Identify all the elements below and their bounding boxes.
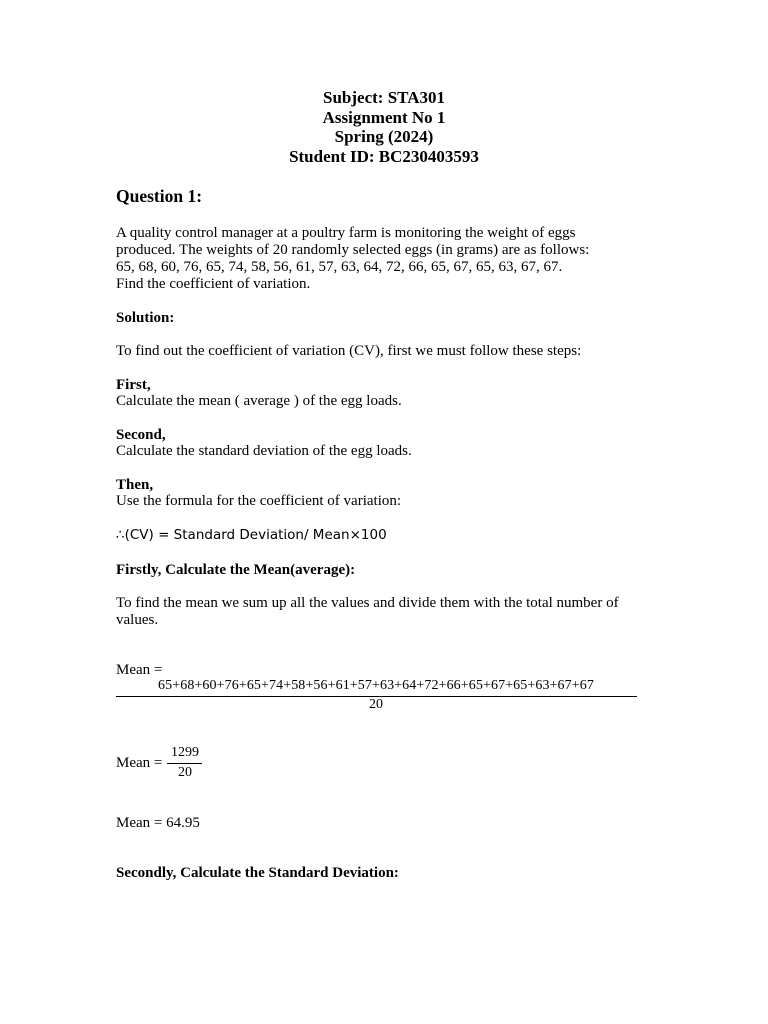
- step-first-text: Calculate the mean ( average ) of the egg loads.: [116, 393, 402, 409]
- mean-label-2: Mean =: [116, 755, 163, 771]
- term-line: Spring (2024): [334, 127, 434, 146]
- step-then-text: Use the formula for the coefficient of variation:: [116, 493, 402, 509]
- mean-label: Mean =: [116, 662, 163, 678]
- question-text-line-2: produced. The weights of 20 randomly selected eggs (in grams) are as follows:: [116, 242, 590, 258]
- step-second-label: Second,: [116, 427, 166, 443]
- step1-heading: Firstly, Calculate the Mean(average):: [116, 562, 356, 578]
- student-id-line: Student ID: BC230403593: [289, 146, 479, 166]
- mean-total-denominator: 20: [178, 765, 192, 780]
- mean-result: Mean = 64.95: [116, 815, 200, 831]
- document-header: [0, 88, 768, 166]
- mean-sum-numerator: 65+68+60+76+65+74+58+56+61+57+63+64+72+66+65+67+65+63+67+67: [158, 678, 594, 693]
- question-title: Question 1:: [116, 186, 203, 206]
- cv-formula: ∴(CV) = Standard Deviation/ Mean×100: [116, 527, 387, 543]
- question-text-line-4: Find the coefficient of variation.: [116, 276, 311, 292]
- solution-heading: Solution:: [116, 310, 175, 326]
- question-text-line-1: A quality control manager at a poultry farm is monitoring the weight of eggs: [116, 225, 576, 241]
- step-second-text: Calculate the standard deviation of the egg loads.: [116, 443, 412, 459]
- mean-sum-denominator: 20: [369, 697, 383, 712]
- step2-heading: Secondly, Calculate the Standard Deviation:: [116, 865, 399, 881]
- step-then-label: Then,: [116, 477, 154, 493]
- mean-description-line-2: values.: [116, 612, 159, 628]
- mean-description-line-1: To find the mean we sum up all the values and divide them with the total number of: [116, 595, 619, 611]
- mean-total-numerator: 1299: [171, 745, 199, 760]
- step-first-label: First,: [116, 377, 151, 393]
- solution-intro: To find out the coefficient of variation (CV), first we must follow these steps:: [116, 343, 582, 359]
- subject-line: Subject: STA301: [323, 88, 445, 107]
- assignment-line: Assignment No 1: [322, 107, 446, 127]
- mean-fraction: [167, 744, 203, 782]
- question-data-values: 65, 68, 60, 76, 65, 74, 58, 56, 61, 57, 63, 64, 72, 66, 65, 67, 65, 63, 67, 67.: [116, 259, 563, 275]
